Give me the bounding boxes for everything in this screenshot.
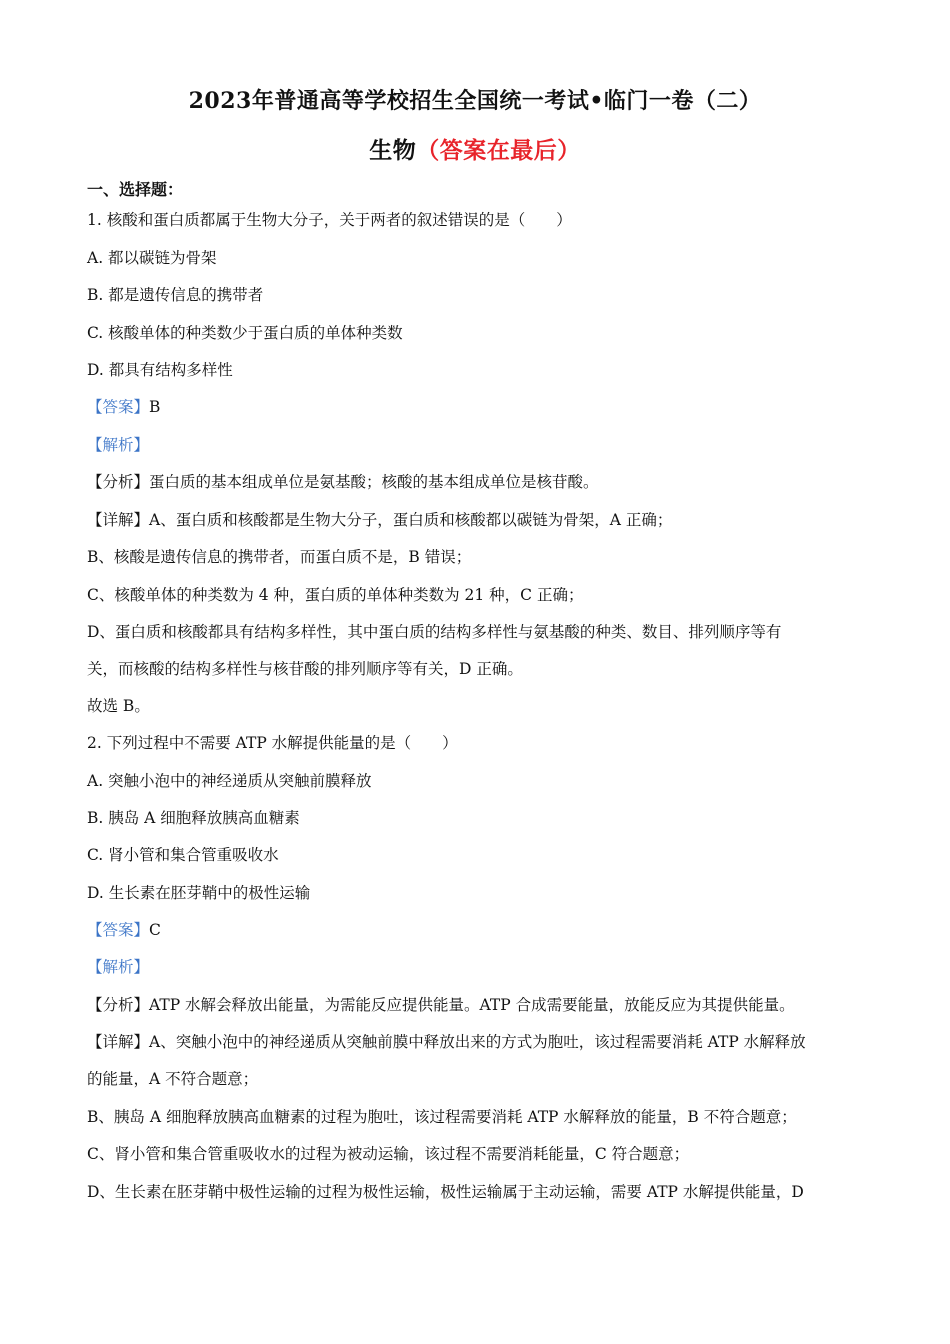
question-2-fenxi xyxy=(87,995,795,1015)
question-2-answer xyxy=(87,920,161,940)
question-2-stem: 2. 下列过程中不需要 ATP 水解提供能量的是（ ） xyxy=(87,734,458,752)
question-1-option-d: D. 都具有结构多样性 xyxy=(87,361,233,379)
question-1-answer xyxy=(87,397,160,417)
question-1-xiangjie-d-cont: 关，而核酸的结构多样性与核苷酸的排列顺序等有关，D 正确。 xyxy=(87,660,523,678)
question-2-xiangjie-a xyxy=(87,1032,806,1052)
subject-name: 生物 xyxy=(369,137,417,164)
subject-note: （答案在最后） xyxy=(416,137,581,164)
question-1-xiangjie-d: D、蛋白质和核酸都具有结构多样性，其中蛋白质的结构多样性与氨基酸的种类、数目、排列顺序等有 xyxy=(87,623,782,641)
section-heading: 一、选择题： xyxy=(87,180,184,199)
question-2-xiangjie-c: C、肾小管和集合管重吸收水的过程为被动运输，该过程不需要消耗能量，C 符合题意； xyxy=(87,1145,690,1163)
fenxi-label: 【分析】 xyxy=(87,996,150,1014)
question-2-option-d: D. 生长素在胚芽鞘中的极性运输 xyxy=(87,884,311,902)
question-1-option-a: A. 都以碳链为骨架 xyxy=(87,249,217,267)
question-2-analysis-label: 【解析】 xyxy=(87,958,150,976)
question-1-conclusion: 故选 B。 xyxy=(87,697,150,715)
fenxi-text: 蛋白质的基本组成单位是氨基酸；核酸的基本组成单位是核苷酸。 xyxy=(149,473,599,491)
question-2-xiangjie-d: D、生长素在胚芽鞘中极性运输的过程为极性运输，极性运输属于主动运输，需要 ATP 水解提供能量，D xyxy=(87,1183,804,1201)
question-1-option-b: B. 都是遗传信息的携带者 xyxy=(87,286,264,304)
xiangjie-text: A、突触小泡中的神经递质从突触前膜中释放出来的方式为胞吐，该过程需要消耗 ATP 水解释放 xyxy=(149,1033,806,1051)
question-2-option-c: C. 肾小管和集合管重吸收水 xyxy=(87,846,279,864)
question-2-xiangjie-a-cont: 的能量，A 不符合题意； xyxy=(87,1070,259,1088)
xiangjie-label: 【详解】 xyxy=(87,511,150,529)
fenxi-label: 【分析】 xyxy=(87,473,150,491)
question-1-stem: 1. 核酸和蛋白质都属于生物大分子，关于两者的叙述错误的是（ ） xyxy=(87,211,572,229)
answer-value: C xyxy=(149,921,161,939)
answer-value: B xyxy=(149,398,161,416)
exam-title: 2023年普通高等学校招生全国统一考试•临门一卷（二） xyxy=(188,88,762,114)
question-2-option-a: A. 突触小泡中的神经递质从突触前膜释放 xyxy=(87,772,372,790)
subject-title xyxy=(0,132,950,165)
xiangjie-text: A、蛋白质和核酸都是生物大分子，蛋白质和核酸都以碳链为骨架，A 正确； xyxy=(149,511,673,529)
fenxi-text: ATP 水解会释放出能量，为需能反应提供能量。ATP 合成需要能量，放能反应为其提供能量。 xyxy=(149,996,795,1014)
answer-label: 【答案】 xyxy=(87,921,150,939)
question-1-option-c: C. 核酸单体的种类数少于蛋白质的单体种类数 xyxy=(87,324,403,342)
question-1-xiangjie-c: C、核酸单体的种类数为 4 种，蛋白质的单体种类数为 21 种，C 正确； xyxy=(87,586,584,604)
question-2-xiangjie-b: B、胰岛 A 细胞释放胰高血糖素的过程为胞吐，该过程需要消耗 ATP 水解释放的能量，B 不符合题意； xyxy=(87,1108,797,1126)
question-2-option-b: B. 胰岛 A 细胞释放胰高血糖素 xyxy=(87,809,300,827)
xiangjie-label: 【详解】 xyxy=(87,1033,150,1051)
question-1-xiangjie-b: B、核酸是遗传信息的携带者，而蛋白质不是，B 错误； xyxy=(87,548,472,566)
question-1-analysis-label: 【解析】 xyxy=(87,436,150,454)
question-1-xiangjie-a xyxy=(87,510,672,530)
question-1-fenxi xyxy=(87,472,599,492)
answer-label: 【答案】 xyxy=(87,398,150,416)
